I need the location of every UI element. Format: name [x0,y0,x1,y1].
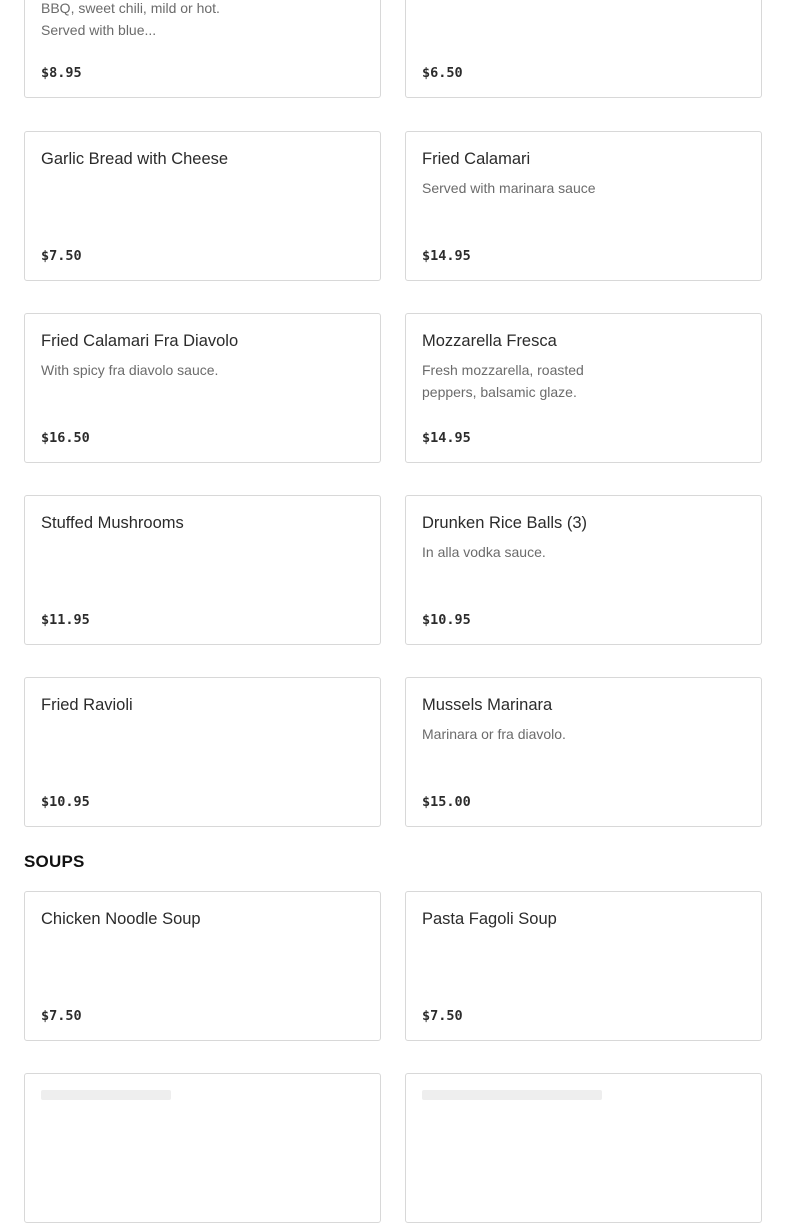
item-name: Pasta Fagoli Soup [422,910,557,928]
item-name: Mussels Marinara [422,696,553,714]
menu-item-card[interactable] [24,1073,381,1223]
menu-item-card[interactable] [405,1073,762,1223]
section-title-soups: SOUPS [24,852,85,871]
menu-item-card[interactable] [24,677,381,827]
item-description: With spicy fra diavolo sauce. [41,362,219,378]
item-price: $15.00 [422,794,471,810]
item-description: In alla vodka sauce. [422,544,546,560]
item-description: BBQ, sweet chili, mild or hot. Served with blue... [41,0,220,38]
item-price: $14.95 [422,248,471,264]
item-name: Drunken Rice Balls (3) [422,514,588,532]
menu-item-card[interactable] [24,313,381,463]
item-name: Chicken Noodle Soup [41,910,201,928]
item-price: $10.95 [41,794,90,810]
item-name: Fried Calamari [422,150,531,168]
item-price: $7.50 [41,248,82,264]
menu-item-card[interactable] [405,891,762,1041]
item-price: $7.50 [422,1008,463,1024]
item-description: Fresh mozzarella, roasted peppers, balsamic glaze. [422,362,584,400]
item-price: $10.95 [422,612,471,628]
item-price: $14.95 [422,430,471,446]
item-name: Mozzarella Fresca [422,332,557,350]
item-name: Fried Calamari Fra Diavolo [41,332,239,350]
menu-item-card[interactable] [24,131,381,281]
item-name-placeholder [41,1090,171,1100]
menu-item-card[interactable] [24,495,381,645]
menu-item-card[interactable] [24,0,381,98]
item-description: Marinara or fra diavolo. [422,726,566,742]
item-price: $7.50 [41,1008,82,1024]
item-name: Stuffed Mushrooms [41,514,184,532]
menu-item-card[interactable] [405,131,762,281]
menu-item-card[interactable] [405,0,762,98]
menu-item-card[interactable] [405,677,762,827]
item-price: $8.95 [41,65,82,81]
menu-item-card[interactable] [24,891,381,1041]
item-description: Served with marinara sauce [422,180,596,196]
item-name: Fried Ravioli [41,696,133,714]
item-price: $16.50 [41,430,90,446]
menu-item-card[interactable] [405,313,762,463]
item-price: $6.50 [422,65,463,81]
item-price: $11.95 [41,612,90,628]
item-name-placeholder [422,1090,602,1100]
item-name: Garlic Bread with Cheese [41,150,229,168]
menu-item-card[interactable] [405,495,762,645]
